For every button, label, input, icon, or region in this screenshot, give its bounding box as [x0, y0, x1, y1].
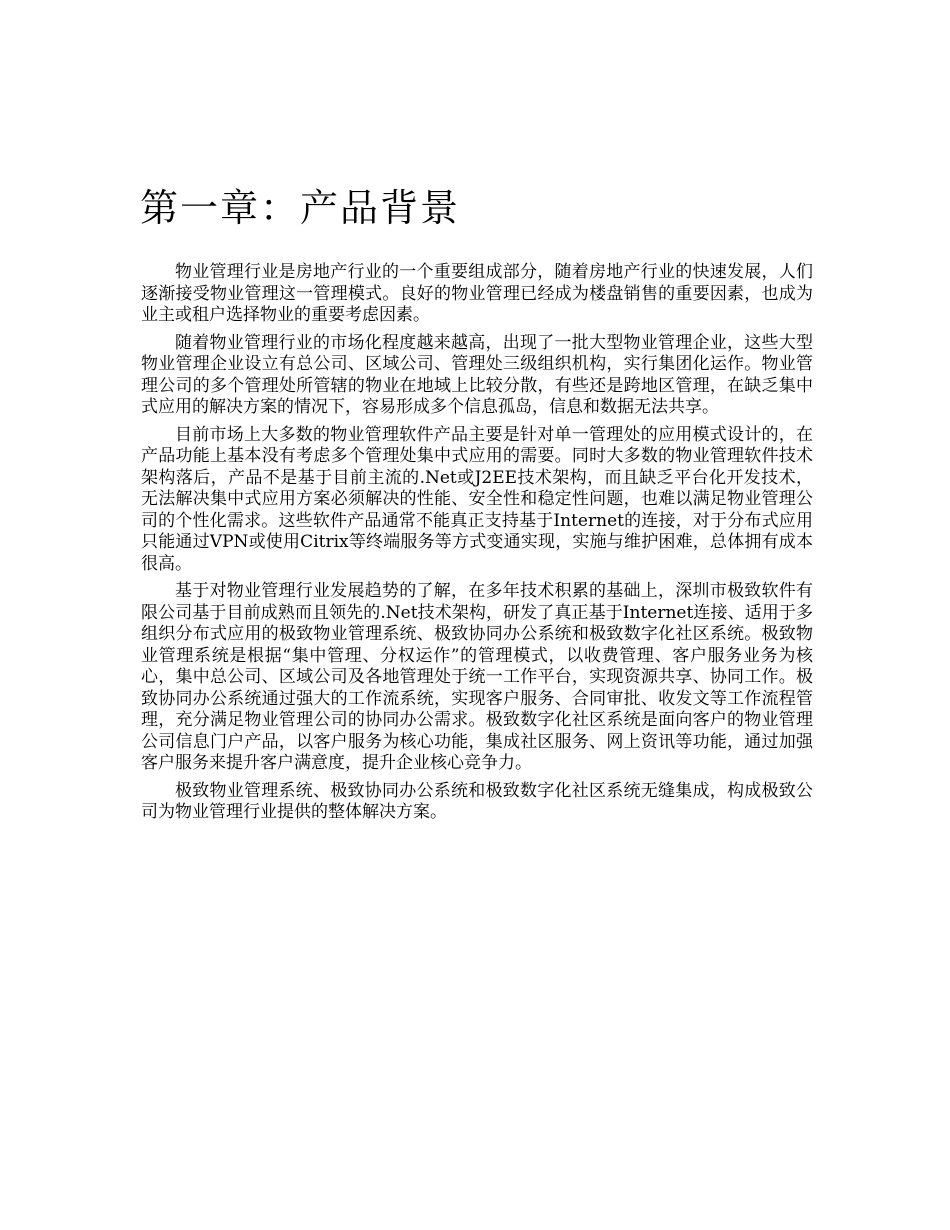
- paragraph-current-products: 目前市场上大多数的物业管理软件产品主要是针对单一管理处的应用模式设计的，在产品功能上基本没有考虑多个管理处集中式应用的需要。同时大多数的物业管理软件技术架构落后，产品不是基于目前主流的.Net或J2EE技术架构，而且缺乏平台化开发技术，无法解决集中式应用方案必须解决的性能、安全性和稳定性问题，也难以满足物业管理公司的个性化需求。这些软件产品通常不能真正支持基于Internet的连接，对于分布式应用只能通过VPN或使用Citrix等终端服务等方式变通实现，实施与维护困难，总体拥有成本很高。: [141, 424, 813, 574]
- paragraph-market-trend: 随着物业管理行业的市场化程度越来越高，出现了一批大型物业管理企业，这些大型物业管理企业设立有总公司、区域公司、管理处三级组织机构，实行集团化运作。物业管理公司的多个管理处所管辖的物业在地域上比较分散，有些还是跨地区管理，在缺乏集中式应用的解决方案的情况下，容易形成多个信息孤岛，信息和数据无法共享。: [141, 332, 813, 417]
- paragraph-integration: 极致物业管理系统、极致协同办公系统和极致数字化社区系统无缝集成，构成极致公司为物业管理行业提供的整体解决方案。: [141, 780, 813, 822]
- body-text: [141, 262, 813, 830]
- paragraph-industry-overview: 物业管理行业是房地产行业的一个重要组成部分，随着房地产行业的快速发展，人们逐渐接受物业管理这一管理模式。良好的物业管理已经成为楼盘销售的重要因素，也成为业主或租户选择物业的重要考虑因素。: [141, 262, 813, 325]
- chapter-title: 第一章：产品背景: [140, 186, 461, 230]
- paragraph-company-solution: 基于对物业管理行业发展趋势的了解，在多年技术积累的基础上，深圳市极致软件有限公司基于目前成熟而且领先的.Net技术架构，研发了真正基于Internet连接、适用于多组织分布式应用的极致物业管理系统、极致协同办公系统和极致数字化社区系统。极致物业管理系统是根据“集中管理、分权运作”的管理模式，以收费管理、客户服务业务为核心，集中总公司、区域公司及各地管理处于统一工作平台，实现资源共享、协同工作。极致协同办公系统通过强大的工作流系统，实现客户服务、合同审批、收发文等工作流程管理，充分满足物业管理公司的协同办公需求。极致数字化社区系统是面向客户的物业管理公司信息门户产品，以客户服务为核心功能，集成社区服务、网上资讯等功能，通过加强客户服务来提升客户满意度，提升企业核心竞争力。: [141, 581, 813, 773]
